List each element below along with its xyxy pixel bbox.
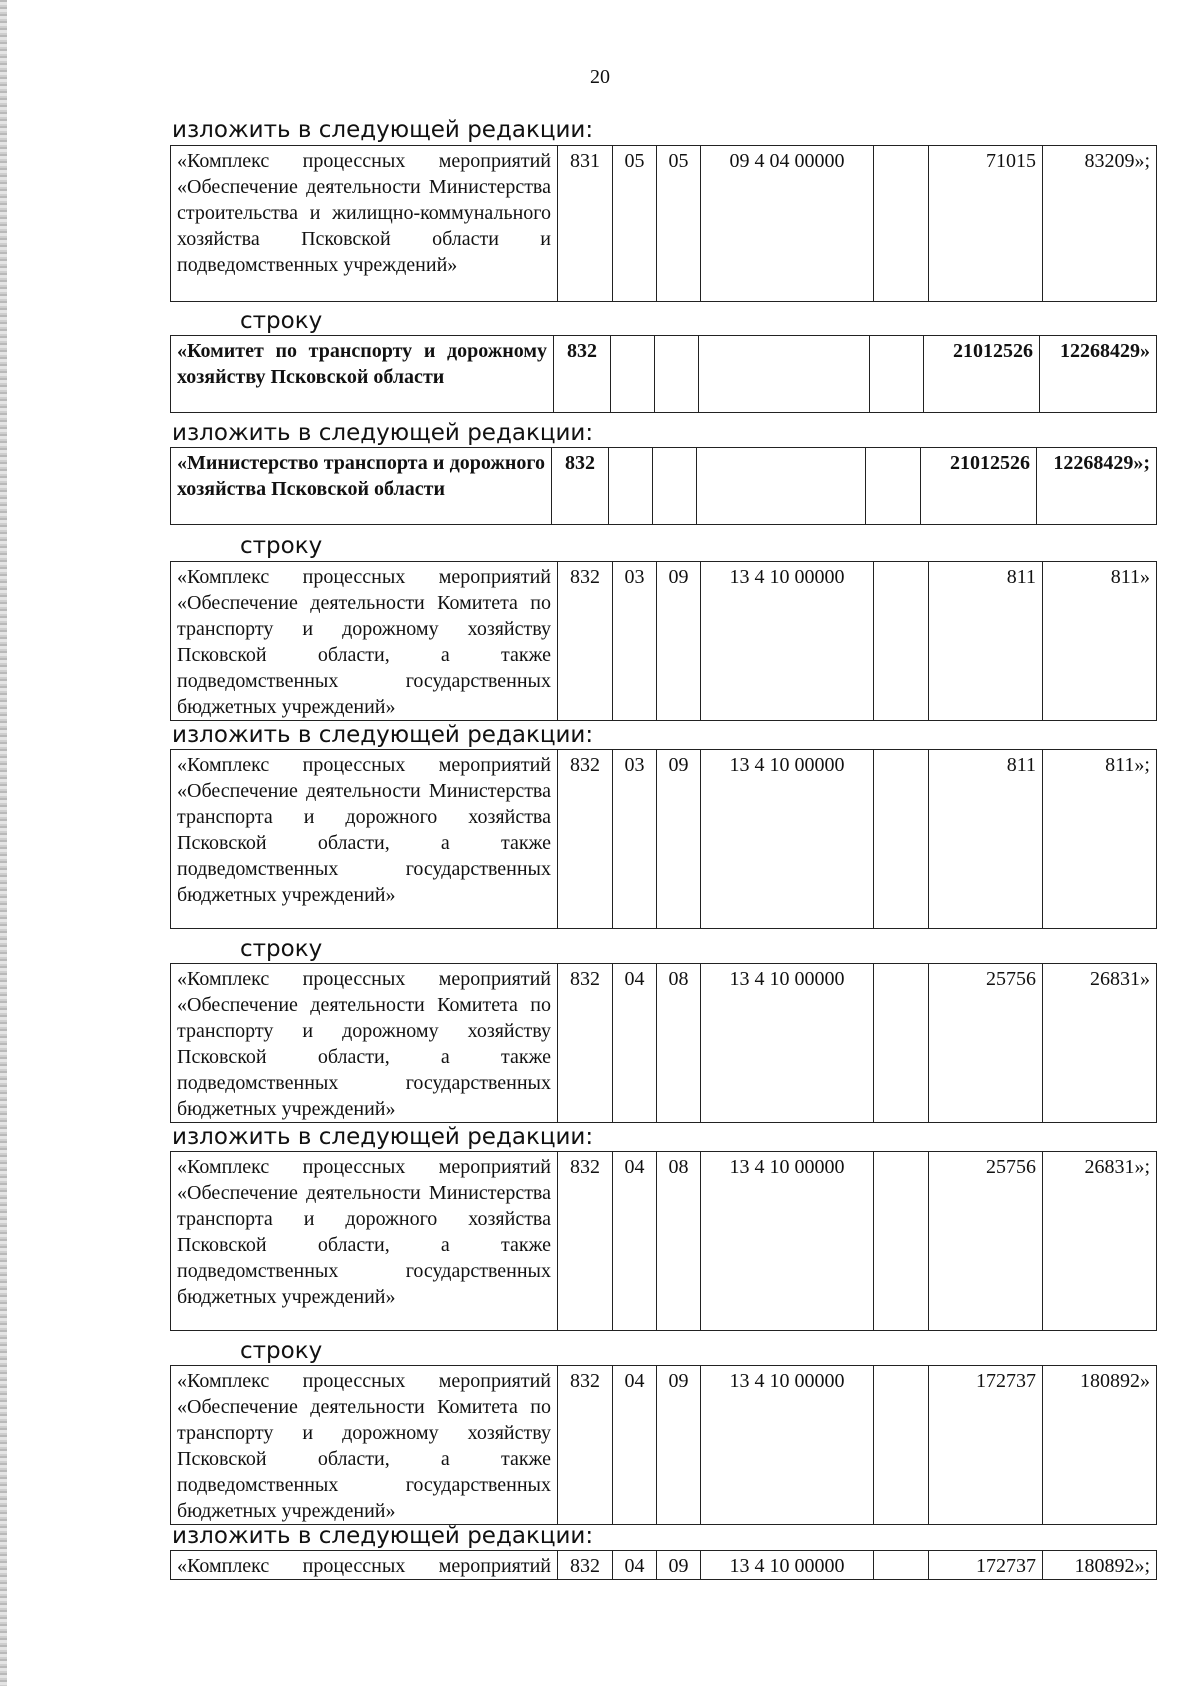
heading-new-edition: изложить в следующей редакции:	[172, 117, 594, 143]
cell-name: «Комплекс процессных мероприятий «Обеспечение деятельности Министерства транспорта и дорожного хозяйства Псковской области, а также подведомственных государственных бюджетных учреждений»	[171, 750, 558, 929]
cell-target: 13 4 10 00000	[701, 1551, 874, 1580]
heading-new-edition: изложить в следующей редакции:	[172, 1523, 594, 1549]
cell-expense	[874, 146, 929, 302]
table-row	[171, 1551, 1157, 1580]
cell-target: 13 4 10 00000	[701, 964, 874, 1123]
cell-sum2: 811»;	[1043, 750, 1157, 929]
cell-sum1: 71015	[929, 146, 1043, 302]
cell-subsection: 09	[657, 750, 701, 929]
cell-sum2: 811»	[1043, 562, 1157, 721]
page-number: 20	[590, 66, 610, 88]
cell-sum1: 21012526	[924, 336, 1040, 413]
heading-line: строку	[240, 533, 323, 559]
heading-new-edition: изложить в следующей редакции:	[172, 722, 594, 748]
cell-sum1: 172737	[929, 1366, 1043, 1525]
cell-name: «Комплекс процессных мероприятий «Обеспечение деятельности Комитета по транспорту и дорожному хозяйству Псковской области, а также подведомственных государственных бюджетных учреждений»	[171, 964, 558, 1123]
cell-name: «Комитет по транспорту и дорожному хозяйству Псковской области	[171, 336, 554, 413]
cell-expense	[874, 1366, 929, 1525]
cell-target: 13 4 10 00000	[701, 562, 874, 721]
table-row	[171, 1366, 1157, 1525]
cell-expense	[874, 562, 929, 721]
cell-expense	[874, 1551, 929, 1580]
budget-row-table	[170, 1365, 1157, 1525]
table-row	[171, 448, 1157, 525]
cell-sum1: 811	[929, 750, 1043, 929]
cell-section: 04	[613, 1152, 657, 1331]
cell-name: «Комплекс процессных мероприятий	[171, 1551, 558, 1580]
cell-name: «Комплекс процессных мероприятий «Обеспечение деятельности Комитета по транспорту и дорожному хозяйству Псковской области, а также подведомственных государственных бюджетных учреждений»	[171, 1366, 558, 1525]
cell-code: 832	[552, 448, 609, 525]
cell-target: 13 4 10 00000	[701, 1366, 874, 1525]
cell-code: 831	[558, 146, 613, 302]
cell-sum1: 811	[929, 562, 1043, 721]
table-row	[171, 336, 1157, 413]
budget-row-table	[170, 447, 1157, 525]
cell-sum2: 12268429»	[1040, 336, 1157, 413]
cell-sum1: 25756	[929, 964, 1043, 1123]
cell-subsection: 08	[657, 964, 701, 1123]
budget-row-table	[170, 963, 1157, 1123]
table-row	[171, 562, 1157, 721]
cell-subsection: 09	[657, 1551, 701, 1580]
budget-row-table	[170, 1550, 1157, 1580]
cell-code: 832	[554, 336, 611, 413]
heading-line: строку	[240, 936, 323, 962]
budget-row-table	[170, 1151, 1157, 1331]
cell-code: 832	[558, 1551, 613, 1580]
cell-target	[699, 336, 870, 413]
cell-sum2: 26831»;	[1043, 1152, 1157, 1331]
cell-name: «Комплекс процессных мероприятий «Обеспечение деятельности Комитета по транспорту и дорожному хозяйству Псковской области, а также подведомственных государственных бюджетных учреждений»	[171, 562, 558, 721]
cell-code: 832	[558, 750, 613, 929]
budget-row-table	[170, 335, 1157, 413]
budget-row-table	[170, 145, 1157, 302]
table-row	[171, 1152, 1157, 1331]
cell-subsection: 09	[657, 562, 701, 721]
cell-subsection: 08	[657, 1152, 701, 1331]
cell-code: 832	[558, 1366, 613, 1525]
cell-section	[609, 448, 653, 525]
cell-code: 832	[558, 1152, 613, 1331]
cell-target	[697, 448, 866, 525]
cell-sum2: 26831»	[1043, 964, 1157, 1123]
cell-target: 13 4 10 00000	[701, 750, 874, 929]
cell-expense	[874, 750, 929, 929]
cell-section	[611, 336, 655, 413]
cell-expense	[870, 336, 924, 413]
cell-section: 05	[613, 146, 657, 302]
cell-sum1: 25756	[929, 1152, 1043, 1331]
cell-name: «Министерство транспорта и дорожного хозяйства Псковской области	[171, 448, 552, 525]
cell-subsection: 05	[657, 146, 701, 302]
cell-sum2: 12268429»;	[1037, 448, 1157, 525]
cell-expense	[866, 448, 921, 525]
cell-subsection	[653, 448, 697, 525]
cell-sum1: 172737	[929, 1551, 1043, 1580]
cell-section: 04	[613, 1551, 657, 1580]
heading-new-edition: изложить в следующей редакции:	[172, 420, 594, 446]
heading-line: строку	[240, 308, 323, 334]
cell-sum2: 83209»;	[1043, 146, 1157, 302]
budget-row-table	[170, 749, 1157, 929]
table-row	[171, 750, 1157, 929]
cell-code: 832	[558, 562, 613, 721]
cell-sum1: 21012526	[921, 448, 1037, 525]
cell-section: 04	[613, 964, 657, 1123]
heading-line: строку	[240, 1338, 323, 1364]
cell-section: 03	[613, 750, 657, 929]
cell-section: 04	[613, 1366, 657, 1525]
cell-target: 09 4 04 00000	[701, 146, 874, 302]
table-row	[171, 146, 1157, 302]
cell-sum2: 180892»	[1043, 1366, 1157, 1525]
cell-name: «Комплекс процессных мероприятий «Обеспечение деятельности Министерства строительства и жилищно-коммунального хозяйства Псковской области и подведомственных учреждений»	[171, 146, 558, 302]
scan-edge	[0, 0, 7, 1686]
budget-row-table	[170, 561, 1157, 721]
cell-target: 13 4 10 00000	[701, 1152, 874, 1331]
cell-expense	[874, 964, 929, 1123]
cell-section: 03	[613, 562, 657, 721]
cell-expense	[874, 1152, 929, 1331]
cell-subsection: 09	[657, 1366, 701, 1525]
cell-name: «Комплекс процессных мероприятий «Обеспечение деятельности Министерства транспорта и дорожного хозяйства Псковской области, а также подведомственных государственных бюджетных учреждений»	[171, 1152, 558, 1331]
cell-code: 832	[558, 964, 613, 1123]
cell-sum2: 180892»;	[1043, 1551, 1157, 1580]
heading-new-edition: изложить в следующей редакции:	[172, 1124, 594, 1150]
cell-subsection	[655, 336, 699, 413]
table-row	[171, 964, 1157, 1123]
